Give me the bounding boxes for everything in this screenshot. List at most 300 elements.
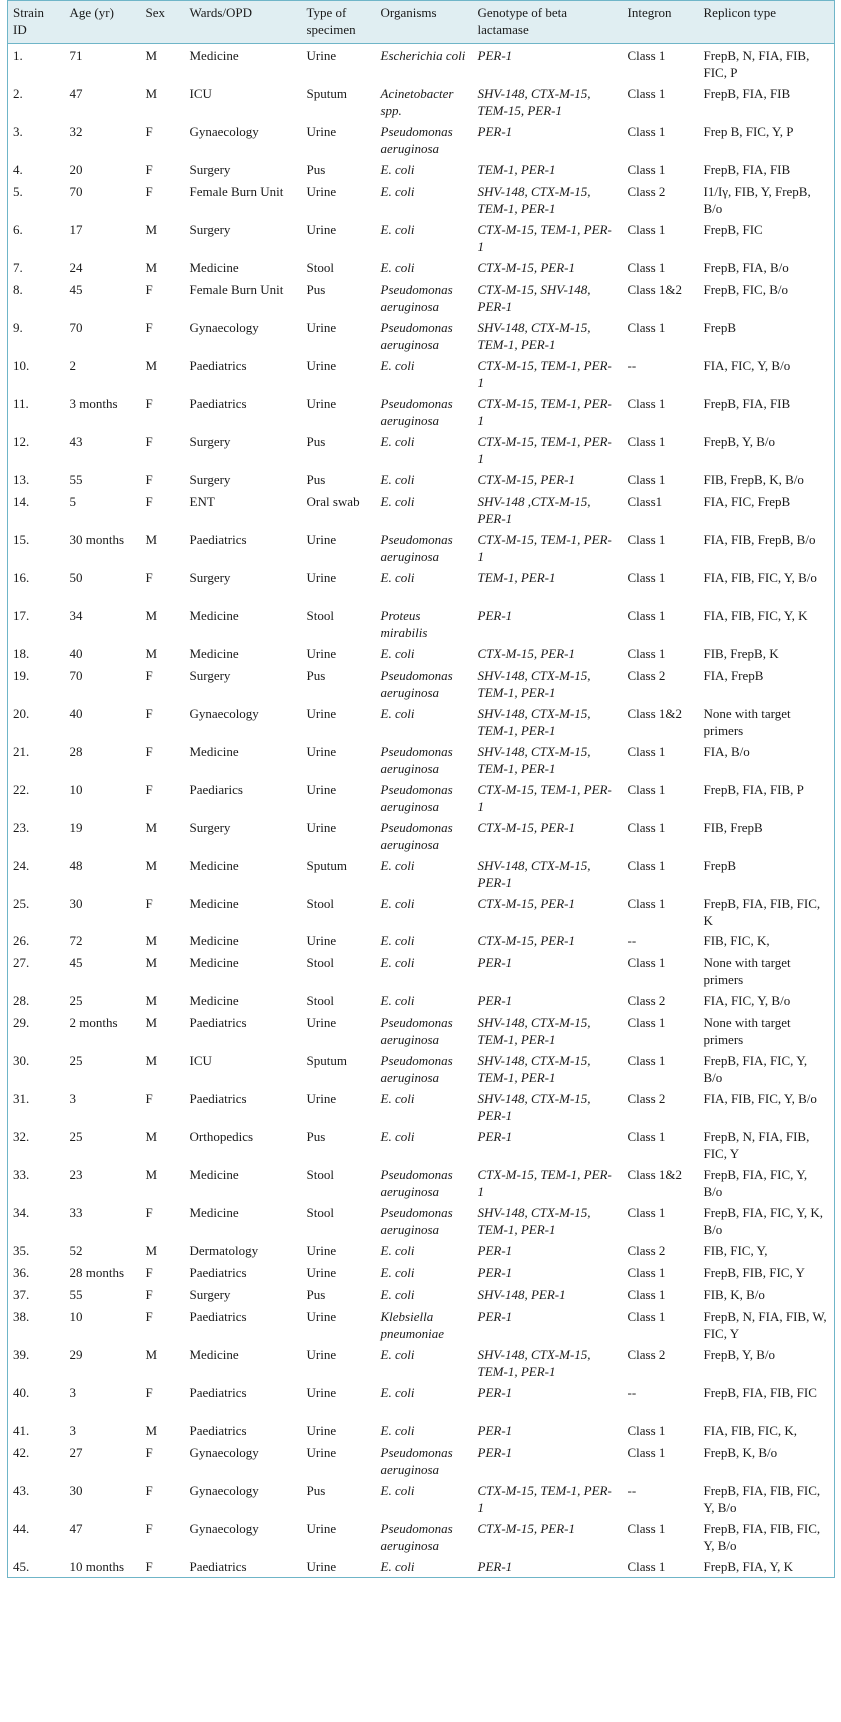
cell-sex: M xyxy=(145,933,158,948)
cell-age: 48 xyxy=(69,858,83,873)
cell-genotype: CTX-M-15, PER-1 xyxy=(477,1521,575,1536)
cell-sex: M xyxy=(145,1015,158,1030)
cell-integron: Class 1 xyxy=(627,472,666,487)
table-row xyxy=(8,1381,835,1419)
cell-strain-id: 3. xyxy=(8,120,65,158)
cell-organism: E. coli xyxy=(380,933,415,948)
cell-sex: F xyxy=(145,1483,153,1498)
table-row xyxy=(8,430,835,468)
table-row xyxy=(8,664,835,702)
cell-strain-id: 37. xyxy=(8,1283,65,1305)
cell-ward: Orthopedics xyxy=(189,1129,254,1144)
cell-sex: M xyxy=(145,358,158,373)
cell-genotype: SHV-148, CTX-M-15, TEM-1, PER-1 xyxy=(477,1053,591,1085)
cell-ward: Gynaecology xyxy=(189,320,259,335)
cell-organism: E. coli xyxy=(380,1423,415,1438)
cell-integron: Class 1 xyxy=(627,396,666,411)
cell-genotype: CTX-M-15, PER-1 xyxy=(477,646,575,661)
cell-specimen: Pus xyxy=(306,668,326,683)
cell-integron: Class 1 xyxy=(627,222,666,237)
cell-integron: Class 1 xyxy=(627,820,666,835)
header-row xyxy=(8,1,835,44)
cell-sex: F xyxy=(141,1555,185,1578)
table-row xyxy=(8,256,835,278)
cell-organism: Pseudomonas aeruginosa xyxy=(380,1167,453,1199)
cell-genotype: PER-1 xyxy=(477,993,513,1008)
cell-specimen: Urine xyxy=(306,184,337,199)
cell-specimen: Urine xyxy=(306,1309,337,1324)
table-row xyxy=(8,316,835,354)
cell-genotype: CTX-M-15, TEM-1, PER-1 xyxy=(477,434,612,466)
cell-organism: Pseudomonas aeruginosa xyxy=(380,1015,453,1047)
header-organisms: Organisms xyxy=(376,1,473,44)
cell-integron: Class 1 xyxy=(627,1053,666,1068)
cell-organism: Acinetobacter spp. xyxy=(380,86,454,118)
cell-organism: Klebsiella pneumoniae xyxy=(380,1309,445,1341)
cell-sex: M xyxy=(145,1053,158,1068)
cell-integron: -- xyxy=(627,1483,637,1498)
cell-integron: Class 2 xyxy=(627,1243,666,1258)
cell-strain-id: 23. xyxy=(8,816,65,854)
cell-age: 71 xyxy=(69,48,83,63)
cell-age: 24 xyxy=(69,260,83,275)
cell-genotype: SHV-148, CTX-M-15, TEM-1, PER-1 xyxy=(477,744,591,776)
cell-genotype: SHV-148, CTX-M-15, TEM-15, PER-1 xyxy=(477,86,591,118)
cell-specimen: Urine xyxy=(306,320,337,335)
cell-ward: ENT xyxy=(189,494,215,509)
cell-sex: M xyxy=(145,1129,158,1144)
cell-sex: M xyxy=(145,260,158,275)
cell-ward: Medicine xyxy=(189,933,239,948)
cell-sex: F xyxy=(145,1091,153,1106)
cell-ward: Paediatrics xyxy=(189,1091,247,1106)
cell-integron: Class 1 xyxy=(627,1445,666,1460)
cell-specimen: Urine xyxy=(306,820,337,835)
cell-replicon: None with target primers xyxy=(699,951,835,989)
cell-age: 2 months xyxy=(69,1015,118,1030)
cell-genotype: CTX-M-15, PER-1 xyxy=(477,933,575,948)
header-replicon: Replicon type xyxy=(699,1,835,44)
cell-genotype: CTX-M-15, TEM-1, PER-1 xyxy=(477,396,612,428)
table-row xyxy=(8,82,835,120)
cell-ward: Paediatrics xyxy=(185,1555,302,1578)
cell-strain-id: 27. xyxy=(8,951,65,989)
cell-sex: F xyxy=(145,282,153,297)
header-genotype: Genotype of beta lactamase xyxy=(473,1,623,44)
cell-organism: E. coli xyxy=(380,1347,415,1362)
cell-genotype: TEM-1, PER-1 xyxy=(477,570,556,585)
cell-age: 70 xyxy=(69,668,83,683)
cell-specimen: Urine xyxy=(306,124,337,139)
cell-genotype: CTX-M-15, TEM-1, PER-1 xyxy=(477,1167,612,1199)
cell-integron: Class 1&2 xyxy=(627,706,683,721)
cell-ward: Medicine xyxy=(189,646,239,661)
cell-replicon: FrepB, FIB, FIC, Y xyxy=(699,1261,835,1283)
cell-integron: Class 1 xyxy=(627,260,666,275)
cell-organism: E. coli xyxy=(380,1265,415,1280)
cell-replicon: FIB, FIC, Y, xyxy=(699,1239,835,1261)
cell-specimen: Urine xyxy=(306,933,337,948)
cell-age: 72 xyxy=(69,933,83,948)
cell-sex: F xyxy=(145,1445,153,1460)
cell-replicon: Frep B, FIC, Y, P xyxy=(699,120,835,158)
cell-organism: E. coli xyxy=(380,162,415,177)
cell-strain-id: 16. xyxy=(8,566,65,604)
cell-ward: Female Burn Unit xyxy=(189,184,284,199)
cell-replicon: FIA, FIC, Y, B/o xyxy=(699,989,835,1011)
cell-age: 45 xyxy=(69,955,83,970)
cell-ward: Gynaecology xyxy=(189,1483,259,1498)
cell-replicon: FrepB, FIA, FIB, FIC xyxy=(699,1381,835,1419)
cell-replicon: FrepB, FIA, FIB xyxy=(699,158,835,180)
cell-age: 47 xyxy=(69,1521,83,1536)
cell-sex: M xyxy=(145,820,158,835)
cell-organism: E. coli xyxy=(380,570,415,585)
cell-sex: F xyxy=(145,396,153,411)
cell-organism: E. coli xyxy=(380,1287,415,1302)
cell-ward: Medicine xyxy=(189,744,239,759)
cell-replicon: FIB, FrepB xyxy=(699,816,835,854)
table-row xyxy=(8,1305,835,1343)
cell-ward: Paediatrics xyxy=(189,358,247,373)
cell-sex: F xyxy=(145,494,153,509)
cell-integron: Class 2 xyxy=(627,993,666,1008)
cell-sex: M xyxy=(145,222,158,237)
cell-organism: E. coli xyxy=(380,896,415,911)
table-row xyxy=(8,528,835,566)
cell-ward: Paediatrics xyxy=(189,532,247,547)
cell-sex: M xyxy=(145,1167,158,1182)
cell-age: 30 months xyxy=(69,532,125,547)
table-row xyxy=(8,566,835,604)
cell-sex: F xyxy=(145,570,153,585)
cell-genotype: PER-1 xyxy=(477,1445,513,1460)
cell-genotype: PER-1 xyxy=(477,1129,513,1144)
cell-genotype: SHV-148, CTX-M-15, TEM-1, PER-1 xyxy=(477,668,591,700)
cell-genotype: SHV-148, CTX-M-15, TEM-1, PER-1 xyxy=(477,184,591,216)
cell-integron: Class 1 xyxy=(623,1555,699,1578)
cell-strain-id: 21. xyxy=(8,740,65,778)
cell-strain-id: 29. xyxy=(8,1011,65,1049)
cell-strain-id: 13. xyxy=(8,468,65,490)
cell-age: 3 months xyxy=(69,396,118,411)
cell-replicon: FrepB, FIA, FIC, Y, B/o xyxy=(699,1163,835,1201)
cell-ward: Medicine xyxy=(189,260,239,275)
cell-age: 19 xyxy=(69,820,83,835)
cell-genotype: PER-1 xyxy=(477,1423,513,1438)
cell-ward: Medicine xyxy=(189,608,239,623)
cell-replicon: FIA, FIC, FrepB xyxy=(699,490,835,528)
cell-strain-id: 25. xyxy=(8,892,65,929)
cell-strain-id: 1. xyxy=(8,44,65,83)
cell-replicon: FIB, FrepB, K xyxy=(699,642,835,664)
cell-sex: M xyxy=(145,48,158,63)
cell-organism: Pseudomonas aeruginosa xyxy=(380,782,453,814)
cell-sex: F xyxy=(145,896,153,911)
cell-replicon: FIA, FIB, FIC, Y, B/o xyxy=(699,566,835,604)
cell-strain-id: 31. xyxy=(8,1087,65,1125)
cell-specimen: Urine xyxy=(306,532,337,547)
cell-genotype: CTX-M-15, TEM-1, PER-1 xyxy=(477,222,612,254)
cell-specimen: Pus xyxy=(306,1483,326,1498)
cell-sex: F xyxy=(145,1521,153,1536)
table-row xyxy=(8,1555,835,1578)
cell-organism: E. coli xyxy=(380,858,415,873)
cell-age: 32 xyxy=(69,124,83,139)
cell-sex: F xyxy=(145,782,153,797)
cell-replicon: FIA, FIC, Y, B/o xyxy=(699,354,835,392)
cell-specimen: Urine xyxy=(306,706,337,721)
cell-age: 25 xyxy=(69,993,83,1008)
table-row xyxy=(8,1239,835,1261)
cell-integron: Class 1 xyxy=(627,86,666,101)
cell-specimen: Pus xyxy=(306,434,326,449)
cell-integron: -- xyxy=(627,1385,637,1400)
cell-sex: M xyxy=(145,1423,158,1438)
table-row xyxy=(8,1517,835,1555)
cell-strain-id: 36. xyxy=(8,1261,65,1283)
cell-strain-id: 34. xyxy=(8,1201,65,1239)
cell-replicon: FIA, FIB, FIC, K, xyxy=(699,1419,835,1441)
cell-organism: E. coli xyxy=(380,494,415,509)
cell-strain-id: 38. xyxy=(8,1305,65,1343)
cell-organism: E. coli xyxy=(380,1129,415,1144)
cell-replicon: FIA, FrepB xyxy=(699,664,835,702)
cell-organism: E. coli xyxy=(376,1555,473,1578)
cell-integron: Class 1 xyxy=(627,320,666,335)
cell-specimen: Urine xyxy=(302,1555,376,1578)
cell-organism: Escherichia coli xyxy=(380,48,466,63)
cell-ward: Medicine xyxy=(189,1347,239,1362)
cell-ward: Medicine xyxy=(189,48,239,63)
table-row xyxy=(8,1125,835,1163)
cell-replicon: FrepB, N, FIA, FIB, FIC, Y xyxy=(699,1125,835,1163)
cell-age: 25 xyxy=(69,1053,83,1068)
cell-specimen: Urine xyxy=(306,1347,337,1362)
cell-genotype: PER-1 xyxy=(477,955,513,970)
cell-specimen: Stool xyxy=(306,1167,334,1182)
cell-age: 3 xyxy=(69,1423,76,1438)
cell-genotype: PER-1 xyxy=(477,1385,513,1400)
cell-specimen: Sputum xyxy=(306,86,347,101)
cell-organism: Pseudomonas aeruginosa xyxy=(380,1521,453,1553)
cell-replicon: FrepB xyxy=(699,854,835,892)
cell-ward: Paediarics xyxy=(189,782,243,797)
cell-strain-id: 8. xyxy=(8,278,65,316)
cell-sex: F xyxy=(145,434,153,449)
table-row xyxy=(8,468,835,490)
cell-ward: Medicine xyxy=(189,896,239,911)
cell-replicon: FrepB, Y, B/o xyxy=(699,430,835,468)
cell-organism: E. coli xyxy=(380,1385,415,1400)
cell-specimen: Urine xyxy=(306,1243,337,1258)
cell-age: 10 months xyxy=(65,1555,141,1578)
cell-age: 28 xyxy=(69,744,83,759)
cell-genotype: SHV-148, PER-1 xyxy=(477,1287,566,1302)
cell-sex: F xyxy=(145,744,153,759)
cell-organism: E. coli xyxy=(380,646,415,661)
cell-integron: Class 1 xyxy=(627,532,666,547)
cell-ward: Paediatrics xyxy=(189,1015,247,1030)
cell-ward: Medicine xyxy=(189,858,239,873)
cell-organism: Pseudomonas aeruginosa xyxy=(380,1205,453,1237)
table-row xyxy=(8,816,835,854)
cell-specimen: Pus xyxy=(306,282,326,297)
table-row xyxy=(8,740,835,778)
cell-age: 2 xyxy=(69,358,76,373)
cell-ward: ICU xyxy=(189,86,212,101)
cell-replicon: FIA, FIB, FIC, Y, B/o xyxy=(699,1087,835,1125)
cell-genotype: PER-1 xyxy=(477,1265,513,1280)
table-row xyxy=(8,604,835,642)
cell-ward: Medicine xyxy=(189,1167,239,1182)
cell-ward: Gynaecology xyxy=(189,1445,259,1460)
cell-strain-id: 41. xyxy=(8,1419,65,1441)
cell-genotype: CTX-M-15, TEM-1, PER-1 xyxy=(477,782,612,814)
cell-ward: Female Burn Unit xyxy=(189,282,284,297)
cell-integron: -- xyxy=(627,358,637,373)
cell-sex: M xyxy=(145,993,158,1008)
cell-organism: Pseudomonas aeruginosa xyxy=(380,320,453,352)
cell-sex: F xyxy=(145,1385,153,1400)
cell-integron: Class 1 xyxy=(627,608,666,623)
cell-organism: Pseudomonas aeruginosa xyxy=(380,124,453,156)
cell-integron: Class 1 xyxy=(627,162,666,177)
cell-age: 70 xyxy=(69,184,83,199)
cell-strain-id: 24. xyxy=(8,854,65,892)
cell-age: 70 xyxy=(69,320,83,335)
cell-sex: M xyxy=(145,86,158,101)
cell-organism: E. coli xyxy=(380,260,415,275)
table-row xyxy=(8,642,835,664)
cell-strain-id: 19. xyxy=(8,664,65,702)
cell-strain-id: 33. xyxy=(8,1163,65,1201)
cell-age: 30 xyxy=(69,1483,83,1498)
cell-age: 25 xyxy=(69,1129,83,1144)
cell-strain-id: 14. xyxy=(8,490,65,528)
cell-strain-id: 9. xyxy=(8,316,65,354)
cell-sex: M xyxy=(145,955,158,970)
cell-genotype: SHV-148, CTX-M-15, PER-1 xyxy=(477,1091,591,1123)
cell-ward: Surgery xyxy=(189,222,231,237)
cell-integron: Class1 xyxy=(627,494,663,509)
cell-specimen: Urine xyxy=(306,396,337,411)
cell-replicon: FrepB, Y, B/o xyxy=(699,1343,835,1381)
cell-replicon: FrepB, FIA, FIB xyxy=(699,82,835,120)
table-row xyxy=(8,1163,835,1201)
cell-organism: E. coli xyxy=(380,955,415,970)
cell-replicon: FrepB, FIA, FIB, FIC, K xyxy=(699,892,835,929)
table-row xyxy=(8,951,835,989)
cell-strain-id: 20. xyxy=(8,702,65,740)
cell-organism: E. coli xyxy=(380,1243,415,1258)
cell-integron: Class 1 xyxy=(627,744,666,759)
cell-age: 45 xyxy=(69,282,83,297)
cell-age: 3 xyxy=(69,1091,76,1106)
cell-specimen: Stool xyxy=(306,955,334,970)
cell-strain-id: 6. xyxy=(8,218,65,256)
cell-replicon: FrepB, FIC, B/o xyxy=(699,278,835,316)
cell-specimen: Pus xyxy=(306,1287,326,1302)
cell-genotype: PER-1 xyxy=(473,1555,623,1578)
cell-ward: Paediatrics xyxy=(189,1309,247,1324)
cell-integron: Class 2 xyxy=(627,1347,666,1362)
cell-specimen: Urine xyxy=(306,782,337,797)
cell-age: 29 xyxy=(69,1347,83,1362)
cell-genotype: PER-1 xyxy=(477,1243,513,1258)
cell-genotype: SHV-148, CTX-M-15, TEM-1, PER-1 xyxy=(477,1205,591,1237)
cell-integron: Class 2 xyxy=(627,1091,666,1106)
table-row xyxy=(8,158,835,180)
cell-strain-id: 35. xyxy=(8,1239,65,1261)
cell-sex: M xyxy=(145,608,158,623)
table-row xyxy=(8,778,835,816)
cell-specimen: Stool xyxy=(306,993,334,1008)
cell-ward: Surgery xyxy=(189,434,231,449)
header-sex: Sex xyxy=(141,1,185,44)
cell-age: 47 xyxy=(69,86,83,101)
cell-ward: Gynaecology xyxy=(189,706,259,721)
cell-specimen: Urine xyxy=(306,744,337,759)
table-body xyxy=(8,44,835,1578)
cell-strain-id: 15. xyxy=(8,528,65,566)
table-row xyxy=(8,120,835,158)
cell-integron: Class 1 xyxy=(627,896,666,911)
cell-strain-id: 32. xyxy=(8,1125,65,1163)
cell-replicon: FrepB, FIC xyxy=(699,218,835,256)
cell-strain-id: 5. xyxy=(8,180,65,218)
cell-strain-id: 7. xyxy=(8,256,65,278)
cell-age: 10 xyxy=(69,1309,83,1324)
cell-ward: Medicine xyxy=(189,1205,239,1220)
cell-ward: Surgery xyxy=(189,472,231,487)
cell-ward: Paediatrics xyxy=(189,1423,247,1438)
table-row xyxy=(8,1419,835,1441)
cell-genotype: CTX-M-15, TEM-1, PER-1 xyxy=(477,1483,612,1515)
cell-integron: Class 1 xyxy=(627,48,666,63)
cell-age: 17 xyxy=(69,222,83,237)
cell-sex: F xyxy=(145,124,153,139)
cell-genotype: CTX-M-15, SHV-148, PER-1 xyxy=(477,282,591,314)
cell-integron: Class 1 xyxy=(627,646,666,661)
cell-specimen: Urine xyxy=(306,222,337,237)
cell-age: 20 xyxy=(69,162,83,177)
cell-age: 27 xyxy=(69,1445,83,1460)
cell-replicon: FIA, B/o xyxy=(699,740,835,778)
cell-organism: Pseudomonas aeruginosa xyxy=(380,820,453,852)
cell-age: 50 xyxy=(69,570,83,585)
cell-age: 30 xyxy=(69,896,83,911)
cell-replicon: FrepB, FIA, FIB, FIC, Y, B/o xyxy=(699,1517,835,1555)
cell-sex: F xyxy=(145,184,153,199)
cell-genotype: CTX-M-15, TEM-1, PER-1 xyxy=(477,358,612,390)
cell-genotype: PER-1 xyxy=(477,124,513,139)
table-row xyxy=(8,702,835,740)
cell-strain-id: 11. xyxy=(8,392,65,430)
cell-integron: Class 1 xyxy=(627,1423,666,1438)
table-row xyxy=(8,989,835,1011)
cell-genotype: PER-1 xyxy=(477,608,513,623)
cell-specimen: Urine xyxy=(306,1091,337,1106)
cell-genotype: SHV-148 ,CTX-M-15, PER-1 xyxy=(477,494,591,526)
header-specimen: Type of specimen xyxy=(302,1,376,44)
cell-replicon: FIB, FrepB, K, B/o xyxy=(699,468,835,490)
header-integron: Integron xyxy=(623,1,699,44)
cell-age: 5 xyxy=(69,494,76,509)
header-wards: Wards/OPD xyxy=(185,1,302,44)
cell-ward: Paediatrics xyxy=(189,1385,247,1400)
cell-genotype: SHV-148, CTX-M-15, TEM-1, PER-1 xyxy=(477,1015,591,1047)
